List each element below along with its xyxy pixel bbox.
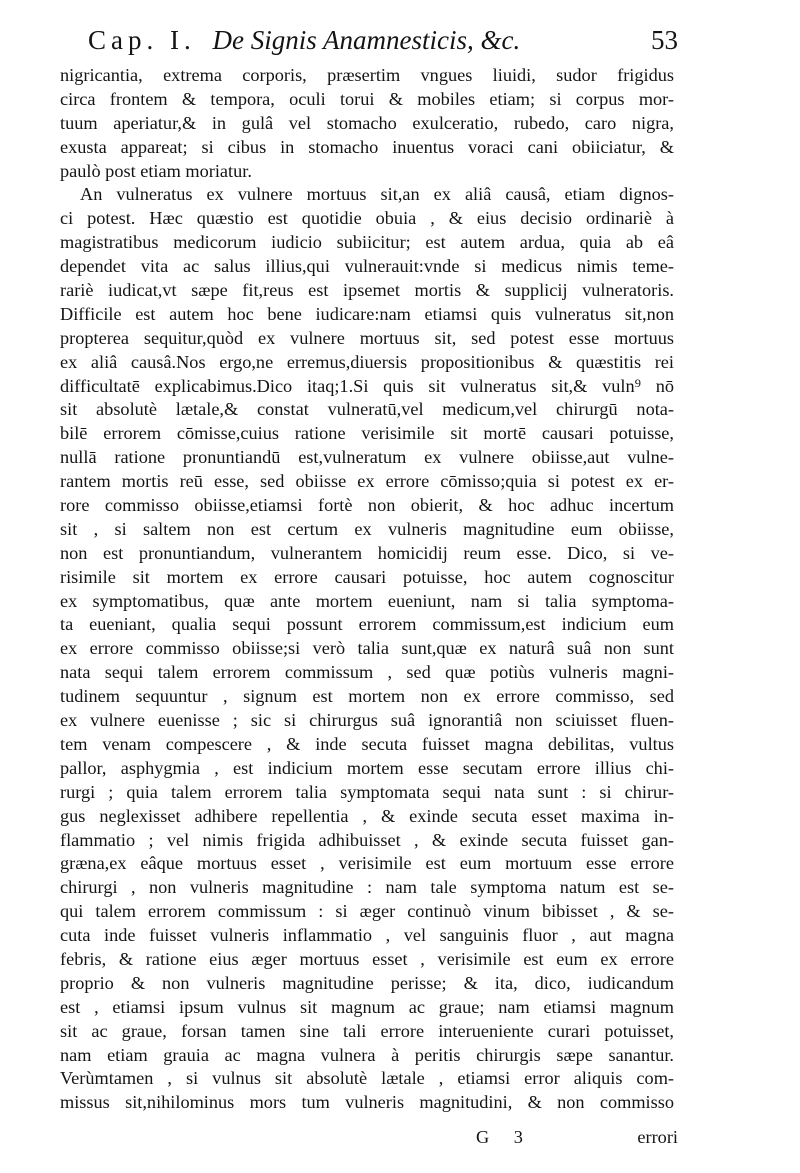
- text-line: bilē errorem cōmisse,cuius ratione verisimile sit mortē causari potuisse,: [60, 423, 674, 444]
- text-line: ex errore commisso obiisse;si verò talia sunt,quæ ex naturâ suâ non sunt: [60, 638, 674, 659]
- text-line: sit , si saltem non est certum ex vulneris magnitudine eum obiisse,: [60, 518, 674, 539]
- text-line: nam etiam grauia ac magna vulnera à peritis chirurgis sæpe sanantur.: [60, 1044, 674, 1065]
- text-line: nata sequi talem errorem commissum , sed quæ potiùs vulneris magni-: [60, 662, 674, 683]
- text-line: paulò post etiam moriatur.: [60, 160, 252, 181]
- running-header: [88, 20, 678, 60]
- text-line: græna,ex eâque mortuus esset , verisimile est eum mortuum esse errore: [60, 853, 674, 874]
- text-line: exusta appareat; si cibus in stomacho inuentus voraci cani obiiciatur, &: [60, 136, 674, 157]
- page-footer: [60, 1125, 678, 1149]
- text-line: circa frontem & tempora, oculi torui & mobiles etiam; si corpus mor-: [60, 88, 674, 109]
- text-line: sit absolutè lætale,& constat vulneratū,vel medicum,vel chirurgū nota-: [60, 399, 674, 420]
- text-line: rurgi ; quia talem errorem talia symptomata sequi nata sunt : si chirur-: [60, 781, 674, 802]
- text-line: ta eueniant, qualia sequi possunt errorem commissum,est indicium eum: [60, 614, 674, 635]
- text-line: propterea sequitur,quòd ex vulnere mortuus sit, sed potest esse mortuus: [60, 327, 674, 348]
- chapter-label: Cap. I.: [88, 25, 196, 55]
- chapter-title: De Signis Anamnesticis, &c.: [212, 25, 521, 55]
- text-line: gus neglexisset adhibere repellentia , & exinde secuta esset maxima in-: [60, 805, 674, 826]
- text-line: cuta inde fuisset vulneris inflammatio , vel sanguinis fluor , aut magna: [60, 925, 674, 946]
- text-line: rore commisso obiisse,etiamsi fortè non obierit, & hoc adhuc incertum: [60, 495, 674, 516]
- text-line: tudinem sequuntur , signum est mortem non ex errore commisso, sed: [60, 686, 674, 707]
- text-line: dependet vita ac salus illius,qui vulnerauit:vnde si medicus nimis teme-: [60, 256, 674, 277]
- text-body: [60, 64, 674, 1115]
- text-line: ex symptomatibus, quæ ante mortem eueniunt, nam si talia symptoma-: [60, 590, 674, 611]
- text-line: pallor, asphygmia , est indicium mortem esse secutam errore illius chi-: [60, 757, 674, 778]
- text-line: rantem mortis reū esse, sed obiisse ex errore cōmisso;quia si potest ex er-: [60, 471, 674, 492]
- text-line: missus sit,nihilominus mors tum vulneris magnitudini, & non commisso: [60, 1092, 674, 1113]
- text-line: Verùmtamen , si vulnus sit absolutè lætale , etiamsi error aliquis com-: [60, 1068, 674, 1089]
- signature-mark: G 3: [476, 1127, 533, 1147]
- text-line: febris, & ratione eius æger mortuus esset , verisimile est eum ex errore: [60, 948, 674, 969]
- text-line: nullā ratione pronuntiandū est,vulneratum ex vulnere obiisse,aut vulne-: [60, 447, 674, 468]
- text-line: ex aliâ causâ.Nos ergo,ne erremus,diuersis propositionibus & quæstitis rei: [60, 351, 674, 372]
- text-line: An vulneratus ex vulnere mortuus sit,an ex aliâ causâ, etiam dignos-: [80, 184, 674, 205]
- text-line: ci potest. Hæc quæstio est quotidie obuia , & eius decisio ordinariè à: [60, 208, 674, 229]
- text-line: ex vulnere euenisse ; sic si chirurgus suâ ignorantiâ non sciuisset fluen-: [60, 710, 674, 731]
- text-line: rariè iudicat,vt sæpe fit,reus est ipsemet mortis & supplicij vulneratoris.: [60, 280, 674, 301]
- text-line: difficultatē explicabimus.Dico itaq;1.Si quis sit vulneratus sit,& vuln⁹ nō: [60, 375, 674, 396]
- text-line: chirurgi , non vulneris magnitudine : nam tale symptoma natum est se-: [60, 877, 674, 898]
- text-line: est , etiamsi ipsum vulnus sit magnum ac graue; nam etiamsi magnum: [60, 996, 674, 1017]
- text-line: proprio & non vulneris magnitudine perisse; & ita, dico, iudicandum: [60, 972, 674, 993]
- text-line: tuum aperiatur,& in gulâ vel stomacho exulceratio, rubedo, caro nigra,: [60, 112, 674, 133]
- text-line: nigricantia, extrema corporis, præsertim vngues liuidi, sudor frigidus: [60, 65, 674, 85]
- text-line: Difficile est autem hoc bene iudicare:nam etiamsi quis vulneratus sit,non: [60, 303, 674, 324]
- page-number: 53: [651, 25, 678, 55]
- text-line: sit ac graue, forsan tamen sine tali errore interueniente curari potuisset,: [60, 1020, 674, 1041]
- text-line: qui talem errorem commissum : si æger continuò vinum bibisset , & se-: [60, 901, 674, 922]
- text-line: magistratibus medicorum iudicio subiicitur; est autem ardua, quia ab eâ: [60, 232, 674, 253]
- text-line: flammatio ; vel nimis frigida adhibuisset , & exinde secuta fuisset gan-: [60, 829, 674, 850]
- text-line: non est pronuntiandum, vulnerantem homicidij reum esse. Dico, si ve-: [60, 542, 674, 563]
- text-line: tem venam compescere , & inde secuta fuisset magna debilitas, vultus: [60, 733, 674, 754]
- catchword: errori: [637, 1127, 678, 1147]
- text-line: risimile sit mortem ex errore causari potuisse, hoc autem cognoscitur: [60, 566, 674, 587]
